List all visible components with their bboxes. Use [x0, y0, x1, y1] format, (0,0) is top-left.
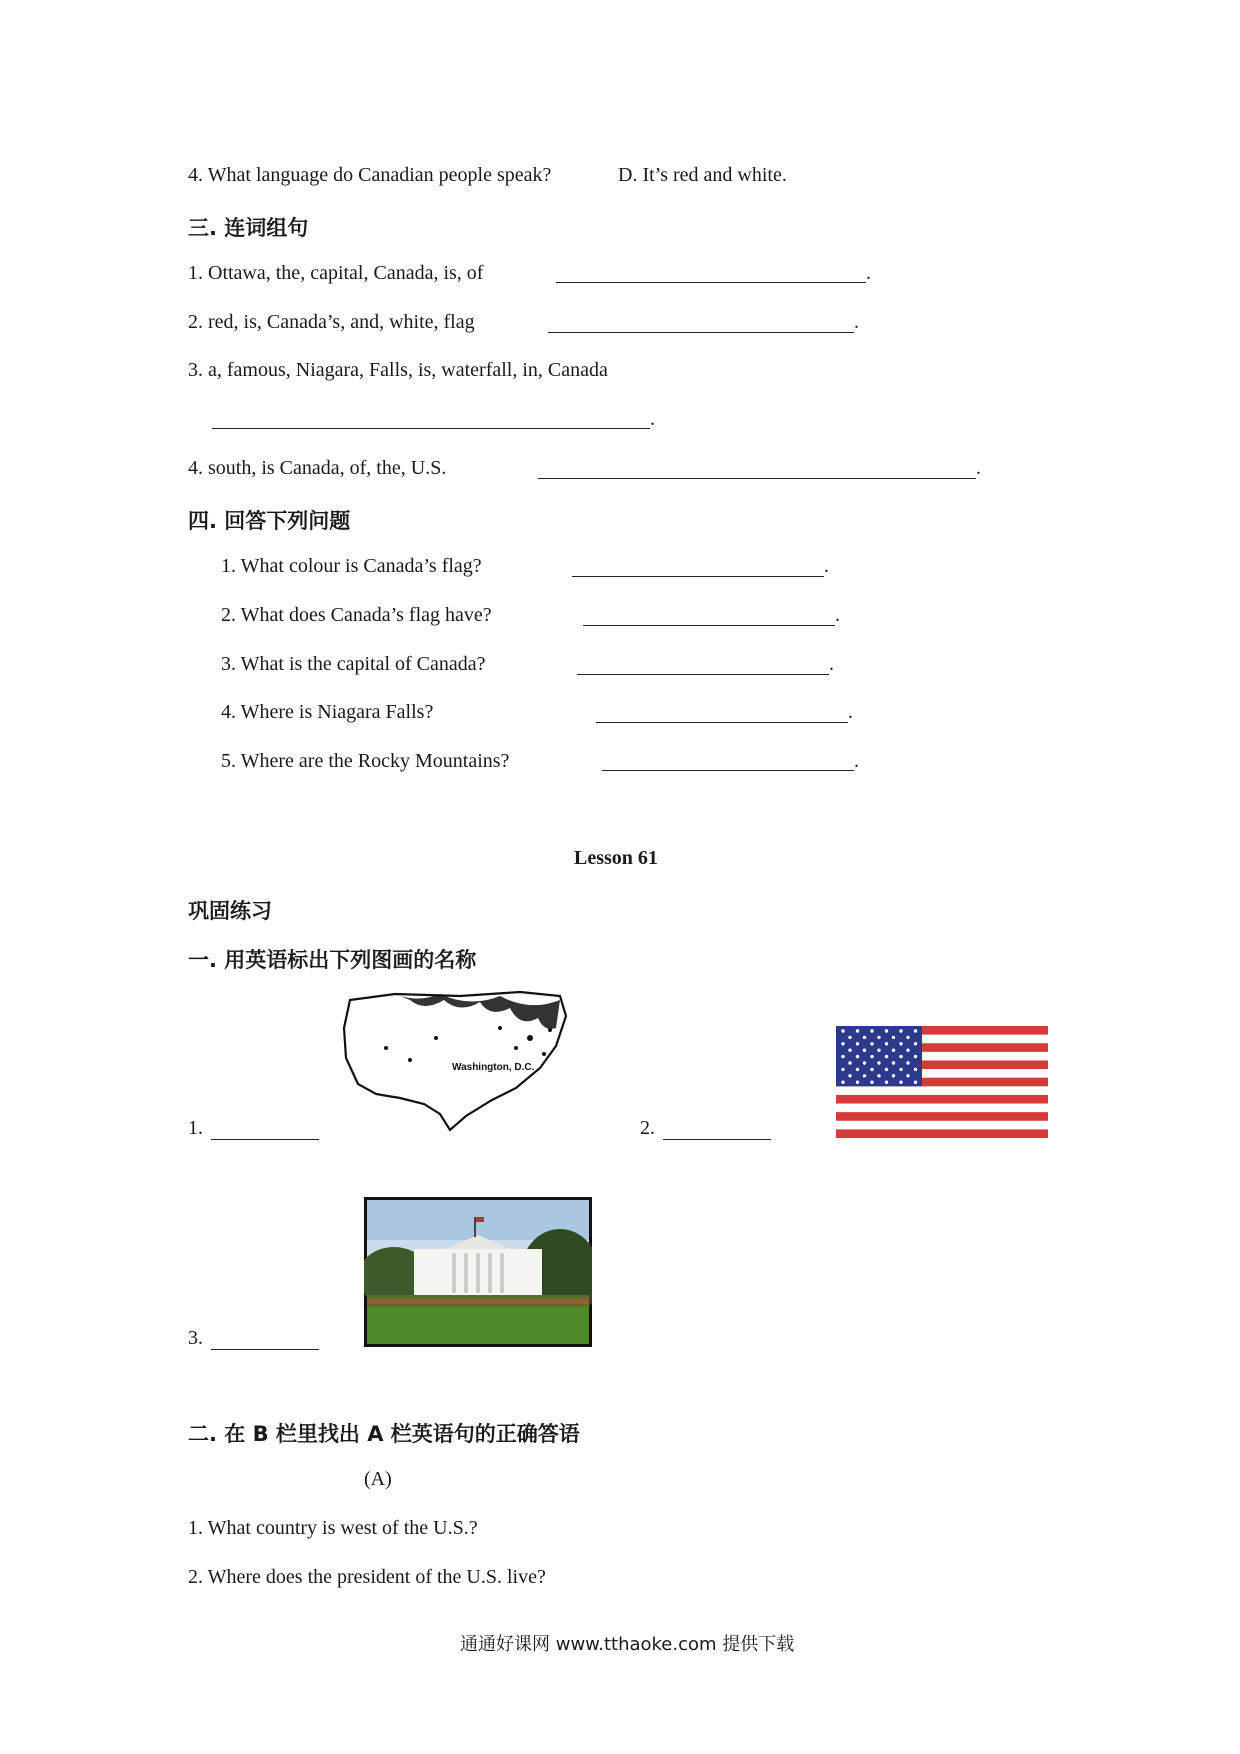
blank-line[interactable]	[548, 332, 854, 333]
flag-star	[841, 1042, 844, 1045]
white-house-image	[364, 1197, 592, 1347]
flag-star	[848, 1049, 851, 1052]
flag-star	[914, 1055, 917, 1058]
flag-star	[914, 1081, 917, 1084]
us-map-image	[340, 988, 570, 1136]
flag-star	[856, 1029, 859, 1032]
flag-star	[856, 1081, 859, 1084]
name-blank-2[interactable]	[663, 1139, 771, 1140]
period: .	[854, 311, 859, 333]
flag-star	[863, 1061, 866, 1064]
period: .	[650, 408, 655, 430]
item-label-2: 2.	[640, 1117, 655, 1139]
flag-star	[856, 1055, 859, 1058]
question-item-5: 5. Where are the Rocky Mountains?	[221, 750, 510, 772]
flag-star	[885, 1068, 888, 1071]
flag-star	[892, 1074, 895, 1077]
lesson-title: Lesson 61	[574, 847, 658, 869]
flag-star	[899, 1042, 902, 1045]
flag-star	[906, 1074, 909, 1077]
question-item-3: 3. What is the capital of Canada?	[221, 653, 486, 675]
flag-star	[848, 1074, 851, 1077]
flag-star	[899, 1055, 902, 1058]
answer-blank[interactable]	[572, 576, 824, 577]
flag-star	[870, 1042, 873, 1045]
name-blank-3[interactable]	[211, 1349, 319, 1350]
item-label-1: 1.	[188, 1117, 203, 1139]
part-2-title: 二. 在 B 栏里找出 A 栏英语句的正确答语	[188, 1422, 580, 1446]
flag-star	[899, 1081, 902, 1084]
sentence-item-1: 1. Ottawa, the, capital, Canada, is, of	[188, 262, 484, 284]
period: .	[976, 457, 981, 479]
answer-blank[interactable]	[602, 770, 854, 771]
flag-star	[885, 1055, 888, 1058]
section-3-title: 三. 连词组句	[188, 216, 309, 240]
flag-star	[863, 1074, 866, 1077]
flag-star	[892, 1061, 895, 1064]
flag-star	[877, 1061, 880, 1064]
flag-star	[892, 1049, 895, 1052]
flag-star	[863, 1049, 866, 1052]
flag-stripe	[836, 1129, 1048, 1138]
answer-d: D. It’s red and white.	[618, 164, 787, 186]
flag-star	[841, 1068, 844, 1071]
flag-stripe	[836, 1095, 1048, 1104]
answer-blank[interactable]	[583, 625, 835, 626]
flag-star	[906, 1036, 909, 1039]
flag-star	[841, 1029, 844, 1032]
flag-star	[914, 1068, 917, 1071]
flag-star	[892, 1036, 895, 1039]
flag-star	[914, 1042, 917, 1045]
flag-star	[906, 1061, 909, 1064]
practice-heading: 巩固练习	[188, 899, 272, 923]
flag-star	[856, 1068, 859, 1071]
flag-star	[856, 1042, 859, 1045]
column-a-label: (A)	[364, 1468, 392, 1490]
blank-line[interactable]	[212, 428, 650, 429]
flag-star	[885, 1081, 888, 1084]
section-4-title: 四. 回答下列问题	[188, 509, 351, 533]
name-blank-1[interactable]	[211, 1139, 319, 1140]
flag-star	[848, 1061, 851, 1064]
flag-star	[870, 1029, 873, 1032]
flag-star	[870, 1081, 873, 1084]
period: .	[835, 604, 840, 626]
period: .	[824, 555, 829, 577]
flag-star	[841, 1055, 844, 1058]
question-item-4: 4. Where is Niagara Falls?	[221, 701, 434, 723]
flag-star	[877, 1074, 880, 1077]
question-item-1: 1. What colour is Canada’s flag?	[221, 555, 482, 577]
match-question-1: 1. What country is west of the U.S.?	[188, 1517, 478, 1539]
period: .	[848, 701, 853, 723]
match-question-2: 2. Where does the president of the U.S. live?	[188, 1566, 546, 1588]
flag-star	[885, 1029, 888, 1032]
flag-star	[899, 1029, 902, 1032]
map-label: Washington, D.C.	[452, 1062, 535, 1073]
item-label-3: 3.	[188, 1327, 203, 1349]
period: .	[854, 750, 859, 772]
period: .	[829, 653, 834, 675]
flag-star	[885, 1042, 888, 1045]
part-1-title: 一. 用英语标出下列图画的名称	[188, 948, 477, 972]
sentence-item-4: 4. south, is Canada, of, the, U.S.	[188, 457, 447, 479]
flag-star	[870, 1055, 873, 1058]
flag-star	[906, 1049, 909, 1052]
flag-star	[848, 1036, 851, 1039]
flag-star	[877, 1036, 880, 1039]
answer-blank[interactable]	[577, 674, 829, 675]
page-footer: 通通好课网 www.tthaoke.com 提供下载	[460, 1634, 795, 1655]
sentence-item-3: 3. a, famous, Niagara, Falls, is, waterfall, in, Canada	[188, 359, 608, 381]
sentence-item-2: 2. red, is, Canada’s, and, white, flag	[188, 311, 475, 333]
flag-star	[899, 1068, 902, 1071]
flag-star	[870, 1068, 873, 1071]
blank-line[interactable]	[556, 282, 866, 283]
us-flag-image	[836, 1026, 1048, 1138]
question-4: 4. What language do Canadian people speak?	[188, 164, 552, 186]
flag-stripe	[836, 1112, 1048, 1121]
flag-star	[914, 1029, 917, 1032]
answer-blank[interactable]	[596, 722, 848, 723]
flag-star	[841, 1081, 844, 1084]
flag-star	[877, 1049, 880, 1052]
question-item-2: 2. What does Canada’s flag have?	[221, 604, 492, 626]
period: .	[866, 262, 871, 284]
flag-star	[863, 1036, 866, 1039]
blank-line[interactable]	[538, 478, 976, 479]
